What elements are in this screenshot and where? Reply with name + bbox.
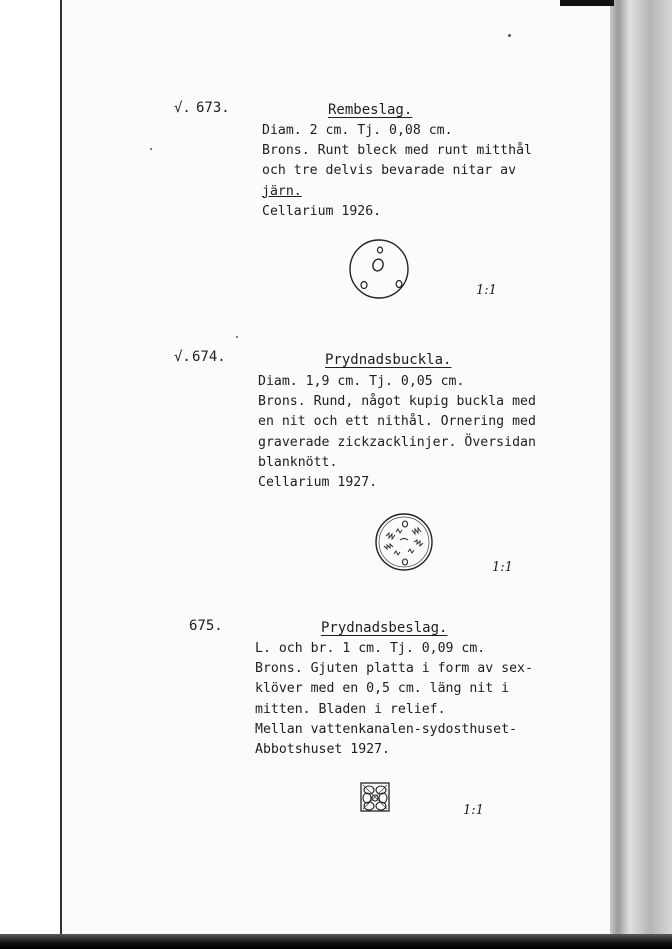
- description-line: L. och br. 1 cm. Tj. 0,09 cm.: [255, 641, 486, 656]
- speck: [236, 336, 238, 338]
- round-plate-with-rivets-drawing: [344, 238, 414, 300]
- description-line: Abbotshuset 1927.: [255, 742, 390, 758]
- description-line: mitten. Bladen i relief.: [255, 701, 446, 717]
- description-line: Cellarium 1926.: [262, 203, 382, 219]
- entry-description: [262, 121, 532, 222]
- entry-number: 674.: [192, 349, 226, 365]
- description-line: Brons. Rund, något kupig buckla med: [258, 394, 536, 410]
- entry-title: Prydnadsbeslag.: [321, 620, 448, 636]
- scale-label: 1:1: [463, 803, 484, 818]
- scale-label: 1:1: [492, 560, 513, 575]
- description-line: blanknött.: [258, 454, 338, 470]
- book-spine: [610, 0, 672, 938]
- description-line: Brons. Gjuten platta i form av sex-: [255, 661, 533, 677]
- description-line: och tre delvis bevarade nitar av: [262, 163, 517, 179]
- scan-bottom-shadow: [0, 934, 672, 949]
- entry-number: 675.: [189, 618, 223, 634]
- check-mark: √.: [174, 100, 191, 116]
- description-line: klöver med en 0,5 cm. läng nit i: [255, 681, 510, 697]
- six-leaf-mount-drawing: [360, 782, 390, 812]
- engraved-boss-drawing: [372, 512, 436, 572]
- speck: [508, 34, 511, 37]
- description-line: Mellan vattenkanalen-sydosthuset-: [255, 721, 518, 737]
- scan-top-shadow: [560, 0, 614, 6]
- entry-description: [255, 639, 533, 760]
- entry-description: [258, 372, 536, 493]
- check-mark: √.: [174, 349, 191, 365]
- speck: [150, 148, 152, 150]
- description-line: Diam. 1,9 cm. Tj. 0,05 cm.: [258, 374, 465, 389]
- description-line: Brons. Runt bleck med runt mitthål: [262, 143, 532, 159]
- description-line: en nit och ett nithål. Ornering med: [258, 414, 536, 430]
- description-line: Diam. 2 cm. Tj. 0,08 cm.: [262, 123, 453, 138]
- description-line: Cellarium 1927.: [258, 475, 378, 491]
- scale-label: 1:1: [476, 283, 497, 298]
- entry-number: 673.: [196, 100, 230, 116]
- entry-title: Rembeslag.: [328, 102, 413, 118]
- description-line: järn.: [262, 183, 302, 199]
- description-line: graverade zickzacklinjer. Översidan: [258, 434, 536, 450]
- page-left-edge: [60, 0, 62, 938]
- entry-title: Prydnadsbuckla.: [325, 352, 452, 368]
